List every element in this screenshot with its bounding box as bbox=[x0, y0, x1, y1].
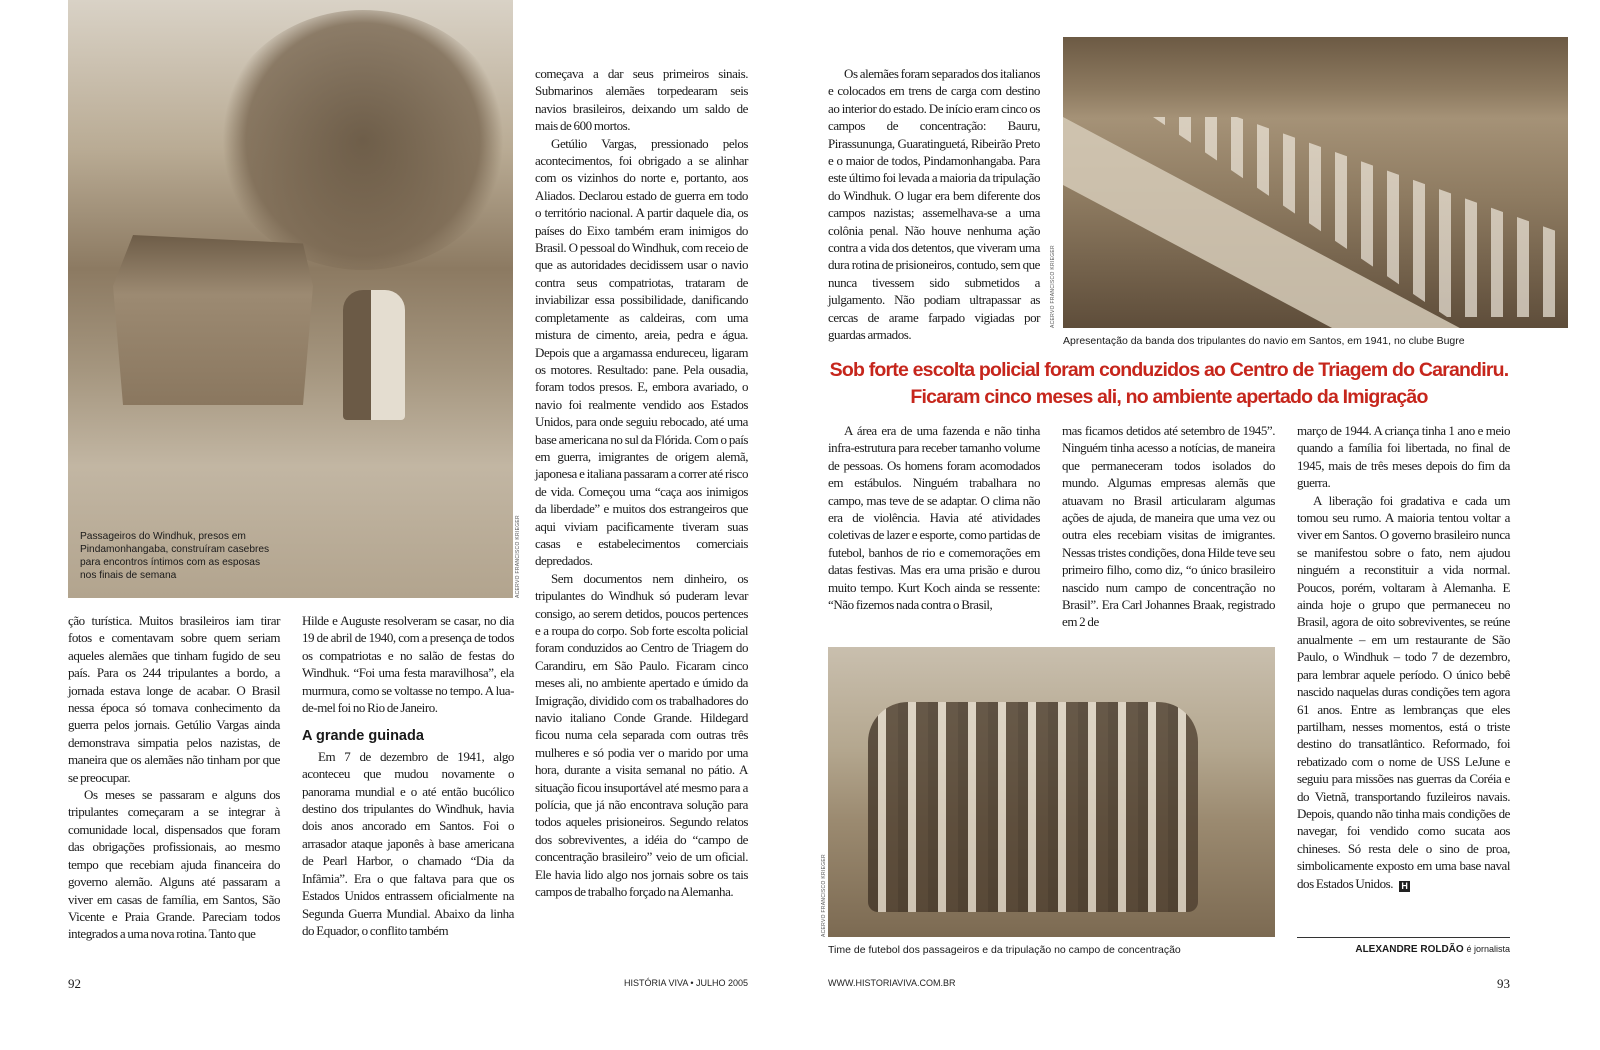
paragraph: março de 1944. A criança tinha 1 ano e meio quando a família foi libertada, no final de 1945, mais de três meses depois do fim da guerra. bbox=[1297, 423, 1510, 491]
author-credit bbox=[1355, 944, 1510, 955]
photo-football-team bbox=[828, 647, 1275, 937]
photo-caption: Time de futebol dos passageiros e da tripulação no campo de concentração bbox=[828, 944, 1181, 956]
photo-credit: ACERVO FRANCISCO KRIEGER bbox=[821, 854, 827, 937]
article-column-3 bbox=[535, 65, 748, 901]
end-mark-icon: H bbox=[1399, 881, 1410, 892]
paragraph-text: A liberação foi gradativa e cada um tomou seu rumo. A maioria tentou voltar a viver em Santos. O governo brasileiro nunca se manifestou sobre o fato, nem ajudou ninguém a reconstituir a vida normal. Poucos, porém, voltaram à Alemanha. E ainda hoje o grupo que permaneceu no Brasil, agora de oito sobreviventes, se reúne anualmente – em um restaurante de São Paulo, o Windhuk – todo 7 de dezembro, para lembrar aquele período. O único bebê nascido naquelas duras condições tem agora 61 anos. Entre as lembranças que eles partilham, nesses momentos, está o triste destino do transatlântico. Reformado, foi rebatizado com o nome de USS LeJune e seguiu para missões nas guerras da Coréia e do Vietnã, transportando fuzileiros navais. Depois, quando não tinha mais condições de navegar, foi vendido como sucata aos chineses. Só resta dele o sino de proa, simbolicamente exposto em uma base naval dos Estados Unidos. bbox=[1297, 492, 1510, 891]
pull-quote-headline: Sob forte escolta policial foram conduzidos ao Centro de Triagem do Carandiru. Ficaram cinco meses ali, no ambiente apertado da Imigração bbox=[829, 359, 1509, 408]
photo-credit: ACERVO FRANCISCO KRIEGER bbox=[515, 515, 521, 598]
photo-couple-hut bbox=[68, 0, 513, 598]
page-number-right: 93 bbox=[1497, 976, 1510, 991]
paragraph: mas ficamos detidos até setembro de 1945”. Ninguém tinha acesso a notícias, de maneira que permaneceram todos isolados do mundo. Algumas empresas alemãs que atuavam no Brasil articularam algumas ações de ajuda, de maneira que uma vez ou outra eles recebiam visitas de imigrantes. Nessas tristes condições, dona Hilde teve seu primeiro filho, como diz, “o único brasileiro nascido num campo de concentração no Brasil”. Era Carl Johannes Braak, registrado em 2 de bbox=[1062, 423, 1275, 630]
paragraph bbox=[1297, 492, 1510, 892]
photo-caption: Passageiros do Windhuk, presos em Pindamonhangaba, construíram casebres para encontros íntimos com as esposas nos finais de semana bbox=[80, 531, 270, 581]
hut-shape bbox=[113, 235, 313, 405]
article-column-5 bbox=[828, 422, 1040, 613]
paragraph: Em 7 de dezembro de 1941, algo aconteceu que mudou novamente o panorama mundial e o até então bucólico destino dos tripulantes do Windhuk, havia dois anos ancorado em Santos. Foi o arrasador ataque japonês à base americana de Pearl Harbor, o chamado “Dia da Infâmia”. Era o que faltava para que os Estados Unidos entrassem oficialmente na Segunda Guerra Mundial. Abaixo da linha do Equador, o conflito também bbox=[302, 748, 514, 938]
players-shape bbox=[868, 702, 1198, 912]
article-column-7 bbox=[1297, 422, 1510, 892]
paragraph: Hilde e Auguste resolveram se casar, no dia 19 de abril de 1940, com a presença de todos os compatriotas e no salão de festas do Windhuk. “Foi uma festa maravilhosa”, ela murmura, como se voltasse no tempo. A lua-de-mel foi no Rio de Janeiro. bbox=[302, 613, 514, 716]
trees-shape bbox=[218, 10, 508, 270]
page-number-left: 92 bbox=[68, 976, 81, 991]
paragraph: Os alemães foram separados dos italianos e colocados em trens de carga com destino ao interior do estado. De início eram cinco os campos de concentração: Bauru, Pirassununga, Guaratinguetá, Ribeirão Preto e o maior de todos, Pindamonhangaba. Para este último foi levada a maioria da tripulação do Windhuk. O lugar era bem diferente dos campos nazistas; assemelhava-se a uma colônia penal. Não houve nenhuma ação contra a vida dos detentos, que viveram uma dura rotina de prisioneiros, contudo, sem que nunca tivessem sido submetidos a julgamento. Não podiam ultrapassar as cercas de arame farpado vigiadas por guardas armados. bbox=[828, 66, 1040, 343]
footer-website: WWW.HISTORIAVIVA.COM.BR bbox=[828, 978, 956, 988]
paragraph: Sem documentos nem dinheiro, os tripulantes do Windhuk só puderam levar consigo, ao serem detidos, poucos pertences e a roupa do corpo. Sob forte escolta policial foram conduzidos ao Centro de Triagem do Carandiru, em São Paulo. Ficaram cinco meses ali, no ambiente apertado e úmido da Imigração, dividido com os trabalhadores do navio italiano Conde Grande. Hildegard ficou numa cela separada com outras três mulheres e só podia ver o marido por uma hora, durante a visita semanal no pátio. A situação ficou insuportável até mesmo para a polícia, que já não encontrava solução para todos aqueles prisioneiros. Segundo relatos dos sobreviventes, a idéia do “campo de concentração brasileiro” veio de um oficial. Ele havia lido algo nos jornais sobre os tais campos de trabalho forçado na Alemanha. bbox=[535, 570, 748, 900]
paragraph: Getúlio Vargas, pressionado pelos acontecimentos, foi obrigado a se alinhar com os vizinhos do norte e, portanto, aos Aliados. Declarou estado de guerra em todo o território nacional. A partir daquele dia, os países do Eixo também eram inimigos do Brasil. O pessoal do Windhuk, com receio de que as autoridades decidissem usar o navio contra seus compatriotas, trataram de inviabilizar essa possibilidade, danificando completamente as caldeiras, com uma mistura de cimento, areia, pedra e água. Depois que a argamassa endureceu, ligaram os motores. Resultado: pane. Pela ousadia, foram todos presos. E, embora avariado, o navio foi realmente vendido aos Estados Unidos, para onde seguiu rebocado, até uma base americana no sul da Flórida. Com o país em guerra, imigrantes de origem alemã, japonesa e italiana passaram a correr até risco de vida. Começou uma “caça aos inimigos da liberdade” e muitos dos estrangeiros que aqui viviam pacificamente tiveram suas casas e estabelecimentos comerciais depredados. bbox=[535, 135, 748, 569]
article-column-4 bbox=[828, 65, 1040, 344]
paragraph: começava a dar seus primeiros sinais. Submarinos alemães torpedearam seis navios brasileiros, deixando um saldo de mais de 600 mortos. bbox=[535, 66, 748, 134]
photo-caption: Apresentação da banda dos tripulantes do navio em Santos, em 1941, no clube Bugre bbox=[1063, 335, 1465, 347]
author-role: é jornalista bbox=[1466, 944, 1510, 954]
paragraph: Os meses se passaram e alguns dos tripulantes começaram a se integrar à comunidade local, dispensados que foram das obrigações profissionais, ao mesmo tempo que recebiam ajuda financeira do governo alemão. Alguns até passaram a viver em casas de família, em Santos, São Vicente e Praia Grande. Pareciam todos integrados a uma nova rotina. Tanto que bbox=[68, 787, 280, 942]
section-heading: A grande guinada bbox=[302, 728, 424, 745]
author-name: ALEXANDRE ROLDÃO bbox=[1355, 944, 1464, 955]
paragraph: ção turística. Muitos brasileiros iam tirar fotos e comentavam sobre quem seriam aqueles alemães que tinham fugido de seu país. Para os 244 tripulantes a bordo, a jornada estava longe de acabar. O Brasil nessa época só tomava conhecimento da guerra pelos jornais. Getúlio Vargas ainda demonstrava simpatia pelos nazistas, de maneira que os alemães não tinham por que se preocupar. bbox=[68, 613, 280, 785]
author-rule bbox=[1297, 937, 1510, 938]
paragraph: A área era de uma fazenda e não tinha infra-estrutura para receber tamanho volume de pessoas. Os homens foram acomodados em estábulos. Ninguém trabalhara no campo, mas teve de se adaptar. O clima não era de violência. Havia até atividades coletivas de lazer e esporte, como partidas de futebol, banhos de rio e comemorações em datas festivas. Mas era uma prisão e durou muito tempo. Kurt Koch ainda se ressente: “Não fizemos nada contra o Brasil, bbox=[828, 423, 1040, 613]
photo-credit: ACERVO FRANCISCO KRIEGER bbox=[1050, 245, 1056, 328]
couple-shape bbox=[343, 290, 405, 420]
footer-magazine-issue: HISTÓRIA VIVA • JULHO 2005 bbox=[623, 978, 748, 988]
article-column-1 bbox=[68, 612, 280, 943]
article-column-2 bbox=[302, 612, 514, 939]
photo-band-parade bbox=[1063, 37, 1568, 328]
article-column-6 bbox=[1062, 422, 1275, 631]
